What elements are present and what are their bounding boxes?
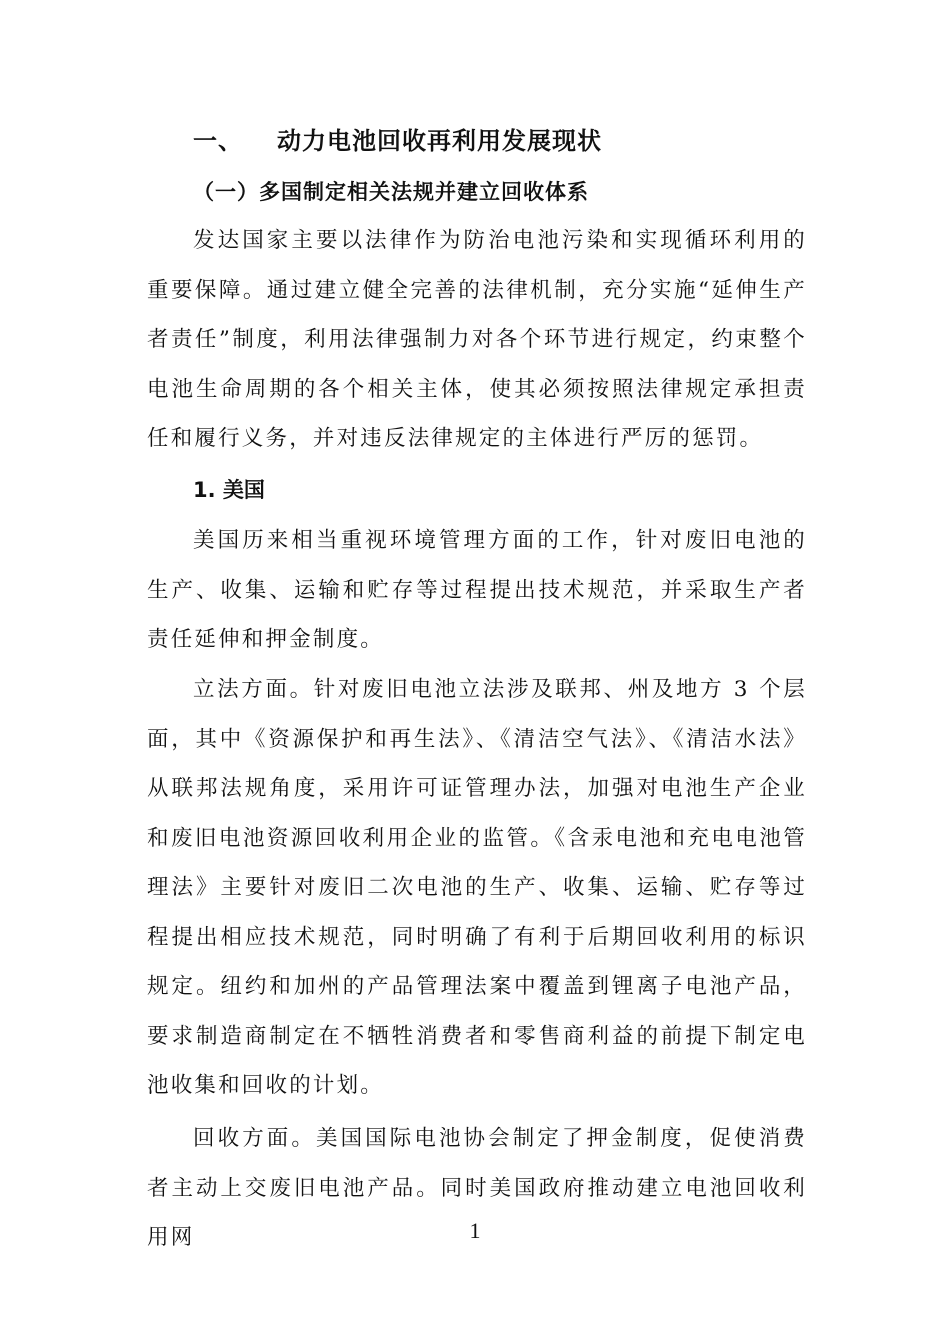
subsection-heading: （一）多国制定相关法规并建立回收体系	[193, 180, 589, 204]
country-heading-usa: 1. 美国	[193, 478, 265, 502]
section-number: 一、	[193, 127, 243, 155]
section-title: 动力电池回收再利用发展现状	[277, 127, 602, 155]
paragraph-usa-recycling: 回收方面。美国国际电池协会制定了押金制度，促使消费者主动上交废旧电池产品。同时美国政府推动建立电池回收利用网	[147, 1126, 807, 1250]
paragraph-usa-overview: 美国历来相当重视环境管理方面的工作，针对废旧电池的生产、收集、运输和贮存等过程提出技术规范，并采取生产者责任延伸和押金制度。	[147, 528, 807, 652]
paragraph-legal-framework: 发达国家主要以法律作为防治电池污染和实现循环利用的重要保障。通过建立健全完善的法律机制，充分实施“延伸生产者责任”制度，利用法律强制力对各个环节进行规定，约束整个电池生命周期的各个相关主体，使其必须按照法律规定承担责任和履行义务，并对违反法律规定的主体进行严厉的惩罚。	[147, 228, 807, 451]
section-heading	[193, 121, 602, 161]
page-number: 1	[469, 1218, 481, 1243]
paragraph-usa-legislation: 立法方面。针对废旧电池立法涉及联邦、州及地方 3 个层面，其中《资源保护和再生法》、《清洁空气法》、《清洁水法》从联邦法规角度，采用许可证管理办法，加强对电池生产企业和废旧电池资源回收利用企业的监管。《含汞电池和充电电池管理法》主要针对废旧二次电池的生产、收集、运输、贮存等过程提出相应技术规范，同时明确了有利于后期回收利用的标识规定。纽约和加州的产品管理法案中覆盖到锂离子电池产品，要求制造商制定在不牺牲消费者和零售商利益的前提下制定电池收集和回收的计划。	[147, 677, 807, 1098]
